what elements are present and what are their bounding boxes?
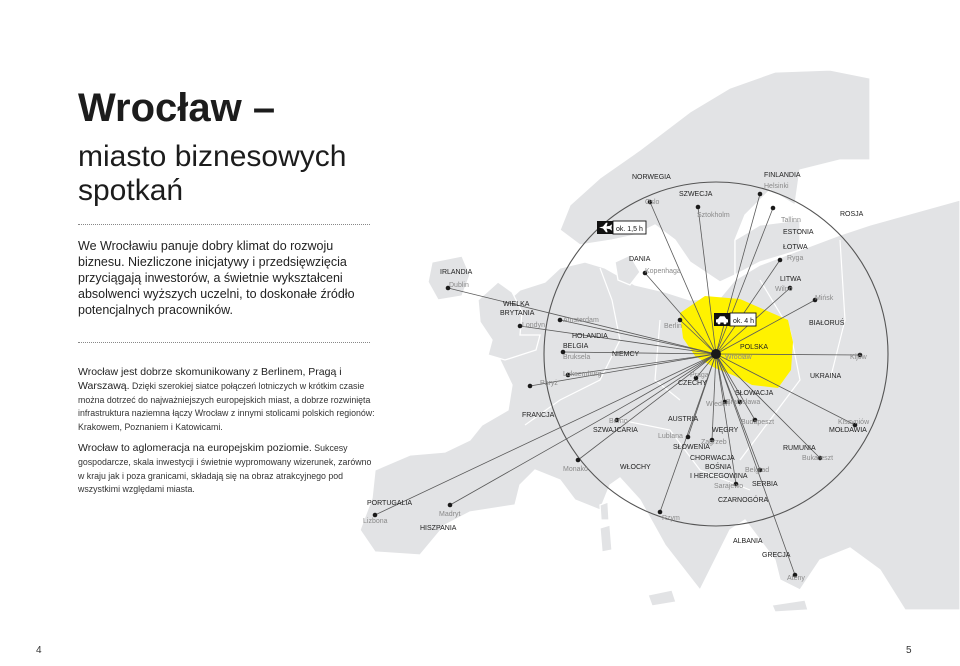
car-wheel	[724, 322, 727, 325]
paragraph-lead-in: Wrocław jest dobrze skomunikowany z Berlinem, Pragą i Warszawą.	[78, 366, 342, 392]
city-dot	[678, 318, 683, 323]
country-label: ALBANIA	[733, 538, 763, 545]
page-number-left: 4	[36, 645, 42, 656]
city-dot	[771, 206, 776, 211]
country-label: RUMUNIA	[783, 445, 816, 452]
city-label: Bratysława	[726, 399, 761, 406]
city-label: Wiedeń	[706, 401, 730, 408]
connectivity-paragraph	[78, 366, 378, 435]
city-label: Bruksela	[563, 354, 591, 361]
city-label: Amsterdam	[563, 317, 599, 324]
country-label: HOLANDIA	[572, 333, 608, 340]
city-dot	[558, 318, 563, 323]
city-label: Ryga	[787, 255, 804, 262]
city-label: Lublana	[658, 433, 683, 440]
city-label: Luksemburg	[563, 371, 602, 378]
paragraph-body: Dzięki szerokiej siatce połączeń lotniczych w krótkim czasie można dotrzeć do najważniejszych europejskich miast, a dobrze rozwinięta infrastruktura naziemna łączy Wrocław z innymi stolicami polskich regionów: Krakowem, Poznaniem i Katowicami.	[78, 380, 375, 433]
country-label: NIEMCY	[612, 351, 640, 358]
city-dot	[686, 435, 691, 440]
city-label: Wilno	[775, 286, 793, 293]
land-corsica	[600, 502, 609, 520]
city-label: Oslo	[645, 199, 660, 206]
car-badge-label: ok. 4 h	[733, 318, 755, 325]
land-crete	[772, 600, 808, 612]
country-label: WĘGRY	[712, 427, 739, 434]
country-label: SŁOWENIA	[673, 444, 710, 451]
city-label: Berno	[609, 418, 628, 425]
country-label: FRANCJA	[522, 412, 555, 419]
city-label: Budapeszt	[741, 419, 775, 426]
country-label: BIAŁORUŚ	[809, 320, 845, 327]
country-label: NORWEGIA	[632, 174, 671, 181]
city-label: Mińsk	[815, 295, 834, 302]
city-label: Berlin	[664, 323, 682, 330]
country-label: HISZPANIA	[420, 525, 457, 532]
city-label: Sarajewo	[714, 483, 744, 490]
hub-dot	[711, 349, 721, 359]
city-label: Paryż	[540, 380, 558, 387]
country-label: DANIA	[629, 256, 651, 263]
dotted-divider	[78, 224, 370, 225]
country-label: POLSKA	[740, 344, 769, 351]
country-label: LITWA	[780, 276, 802, 283]
city-label: Londyn	[522, 322, 545, 329]
city-label: Tallinn	[781, 217, 801, 224]
city-label: Kopenhaga	[645, 268, 681, 275]
city-dot	[778, 258, 783, 263]
agglomeration-paragraph	[78, 442, 378, 497]
city-dot	[373, 513, 378, 518]
country-label: ESTONIA	[783, 229, 814, 236]
city-label: Belgrad	[745, 467, 770, 474]
paragraph-lead-in: Wrocław to aglomeracja na europejskim poziomie.	[78, 442, 312, 454]
city-label: Zagrzeb	[701, 439, 727, 446]
page-title: Wrocław –	[78, 86, 276, 130]
car-wheel	[718, 322, 721, 325]
country-label: SZWECJA	[679, 191, 713, 198]
dotted-divider	[78, 342, 370, 343]
country-label: GRECJA	[762, 552, 791, 559]
page-number-right: 5	[906, 645, 912, 656]
country-label: BRYTANIA	[500, 310, 535, 317]
city-label: Lizbona	[363, 518, 388, 525]
car-badge	[714, 313, 756, 326]
country-label: ŁOTWA	[783, 244, 808, 251]
land-ireland	[428, 256, 470, 300]
country-label: IRLANDIA	[440, 269, 473, 276]
city-label: Bukareszt	[802, 455, 834, 462]
subtitle-line: miasto biznesowych	[78, 140, 347, 173]
plane-badge	[597, 221, 646, 234]
country-label: I HERCEGOWINA	[690, 473, 748, 480]
city-label: Kiszyniów	[838, 419, 870, 426]
city-dot	[758, 192, 763, 197]
city-label: Monako	[563, 466, 588, 473]
city-label: Praga	[690, 372, 709, 379]
country-label: SERBIA	[752, 481, 778, 488]
city-dot	[658, 510, 663, 515]
country-label: FINLANDIA	[764, 172, 801, 179]
city-label: Wrocław	[725, 354, 752, 361]
country-label: CHORWACJA	[690, 455, 735, 462]
city-label: Sztokholm	[697, 212, 730, 219]
city-label: Madryt	[439, 511, 461, 518]
plane-badge-label: ok. 1,5 h	[616, 226, 643, 233]
country-label: CZARNOGÓRA	[718, 497, 769, 504]
country-label: SŁOWACJA	[735, 390, 774, 397]
country-label: BOŚNIA	[705, 464, 732, 471]
country-label: ROSJA	[840, 211, 864, 218]
country-label: CZECHY	[678, 380, 707, 387]
page-subtitle	[78, 140, 398, 208]
city-dot	[696, 205, 701, 210]
land-sardinia	[600, 525, 612, 552]
city-label: Dublin	[449, 282, 469, 289]
city-dot	[528, 384, 533, 389]
city-label: Helsinki	[764, 183, 789, 190]
city-label: Ateny	[787, 575, 805, 582]
city-label: Kijów	[850, 354, 867, 361]
country-label: MOŁDAWIA	[829, 427, 867, 434]
country-label: UKRAINA	[810, 373, 842, 380]
land-sicily	[648, 590, 676, 606]
city-dot	[448, 503, 453, 508]
subtitle-line: spotkań	[78, 174, 184, 207]
country-label: BELGIA	[563, 343, 589, 350]
city-label: Rzym	[662, 515, 680, 522]
country-label: WIELKA	[503, 301, 530, 308]
country-label: AUSTRIA	[668, 416, 699, 423]
city-dot	[576, 458, 581, 463]
country-label: SZWAJCARIA	[593, 427, 638, 434]
paragraph-body: Sukcesy gospodarcze, skala inwestycji i świetnie wypromowany wizerunek, zarówno w kraju jak i poza granicami, składają się na obraz atrakcyjnego pod wszystkimi względami miasta.	[78, 443, 372, 495]
lead-paragraph: We Wrocławiu panuje dobry klimat do rozwoju biznesu. Niezliczone inicjatywy i przedsięwzięcia przyciągają inwestorów, a świetnie wykształceni absolwenci wyższych uczelni, to doskonałe źródło potencjalnych pracowników.	[78, 239, 355, 317]
country-label: PORTUGALIA	[367, 500, 412, 507]
country-label: WŁOCHY	[620, 464, 651, 471]
